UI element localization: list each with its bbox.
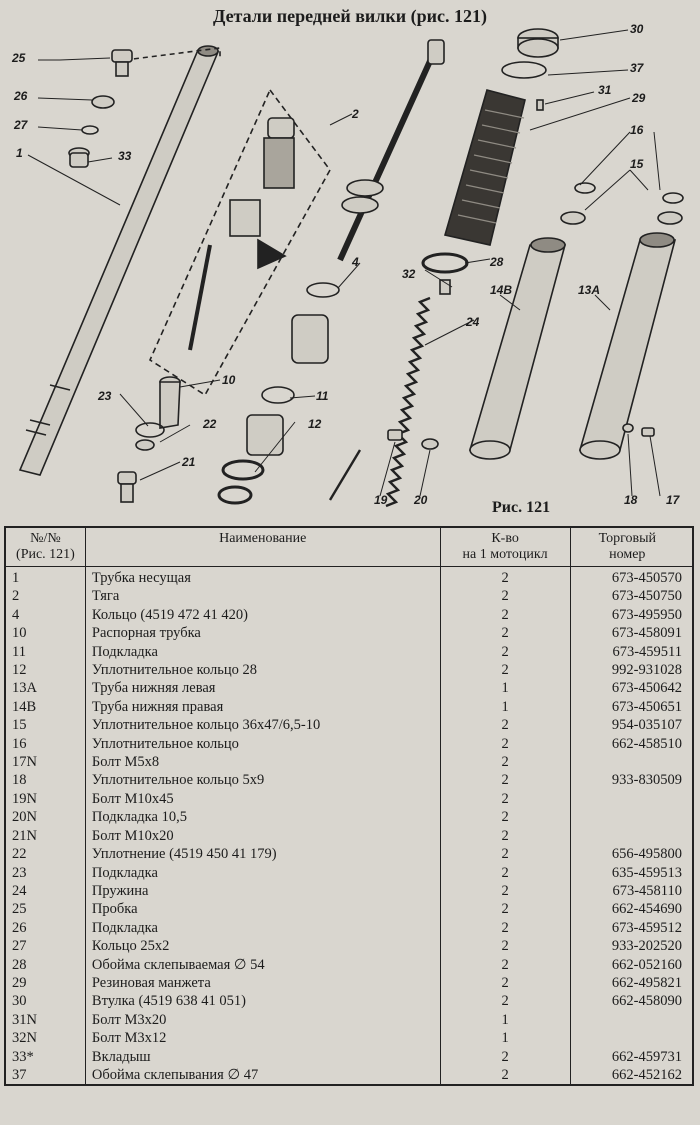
table-row bbox=[5, 624, 693, 642]
cell-name: Вкладыш bbox=[85, 1048, 440, 1066]
cell-trade-number bbox=[570, 790, 693, 808]
cell-name: Резиновая манжета bbox=[85, 974, 440, 992]
cell-name: Кольцо 25x2 bbox=[85, 937, 440, 955]
table-row bbox=[5, 1048, 693, 1066]
cell-quantity: 2 bbox=[440, 771, 570, 789]
cell-trade-number bbox=[570, 1011, 693, 1029]
part-27-ring bbox=[82, 126, 98, 134]
cell-number: 4 bbox=[5, 606, 85, 624]
table-row bbox=[5, 1011, 693, 1029]
cell-name: Уплотнение (4519 450 41 179) bbox=[85, 845, 440, 863]
part-37-clamp bbox=[502, 62, 546, 78]
cell-number: 37 bbox=[5, 1066, 85, 1085]
cell-quantity: 2 bbox=[440, 1048, 570, 1066]
cell-number: 26 bbox=[5, 919, 85, 937]
table-row bbox=[5, 587, 693, 605]
cell-number: 23 bbox=[5, 864, 85, 882]
callout-15: 15 bbox=[630, 157, 644, 171]
cell-number: 22 bbox=[5, 845, 85, 863]
cell-trade-number: 933-202520 bbox=[570, 937, 693, 955]
part-1-carrier-tube bbox=[20, 46, 218, 475]
part-31-bolt bbox=[537, 100, 543, 110]
table-row bbox=[5, 845, 693, 863]
cell-name: Болт M3x20 bbox=[85, 1011, 440, 1029]
table-row bbox=[5, 864, 693, 882]
callout-31: 31 bbox=[598, 83, 612, 97]
part-16-ring-right bbox=[663, 193, 683, 203]
cell-number: 28 bbox=[5, 956, 85, 974]
table-header-row bbox=[5, 527, 693, 567]
cell-quantity: 2 bbox=[440, 882, 570, 900]
cell-quantity: 2 bbox=[440, 587, 570, 605]
cell-quantity: 2 bbox=[440, 845, 570, 863]
cell-trade-number: 673-450570 bbox=[570, 567, 693, 588]
cell-name: Подкладка 10,5 bbox=[85, 808, 440, 826]
part-28-clamp bbox=[423, 254, 467, 272]
part-26-washer bbox=[92, 96, 114, 108]
center-rod bbox=[340, 40, 444, 260]
cell-name: Болт M5x8 bbox=[85, 753, 440, 771]
table-row bbox=[5, 679, 693, 697]
cell-quantity: 2 bbox=[440, 864, 570, 882]
cell-number: 13A bbox=[5, 679, 85, 697]
callout-29: 29 bbox=[632, 91, 646, 105]
cell-number: 32N bbox=[5, 1029, 85, 1047]
cell-name: Болт M10x20 bbox=[85, 827, 440, 845]
table-row bbox=[5, 771, 693, 789]
cell-quantity: 2 bbox=[440, 919, 570, 937]
cell-name: Труба нижняя правая bbox=[85, 698, 440, 716]
cell-trade-number: 673-450651 bbox=[570, 698, 693, 716]
cell-name: Уплотнительное кольцо bbox=[85, 735, 440, 753]
cell-trade-number: 933-830509 bbox=[570, 771, 693, 789]
callout-1: 1 bbox=[16, 146, 23, 160]
callout-18: 18 bbox=[624, 493, 638, 507]
cell-number: 31N bbox=[5, 1011, 85, 1029]
cell-number: 15 bbox=[5, 716, 85, 734]
table-row bbox=[5, 808, 693, 826]
cell-number: 2 bbox=[5, 587, 85, 605]
callout-32: 32 bbox=[402, 267, 416, 281]
cell-quantity: 2 bbox=[440, 661, 570, 679]
table-row bbox=[5, 753, 693, 771]
cell-trade-number: 673-458110 bbox=[570, 882, 693, 900]
part-23-washer bbox=[136, 423, 164, 437]
cell-name: Обойма склепывания ∅ 47 bbox=[85, 1066, 440, 1085]
table-row bbox=[5, 790, 693, 808]
callout-2: 2 bbox=[352, 107, 359, 121]
part-10-spacer bbox=[160, 377, 180, 428]
part-30-bushing bbox=[518, 29, 558, 57]
part-20-washer bbox=[422, 439, 438, 449]
cell-quantity: 1 bbox=[440, 698, 570, 716]
callout-30: 30 bbox=[630, 22, 644, 36]
cell-number: 33* bbox=[5, 1048, 85, 1066]
callout-19: 19 bbox=[374, 493, 388, 507]
part-15-seal-left bbox=[561, 212, 585, 224]
figure-caption: Рис. 121 bbox=[492, 499, 551, 516]
callout-33: 33 bbox=[118, 149, 132, 163]
cell-quantity: 2 bbox=[440, 716, 570, 734]
cell-quantity: 2 bbox=[440, 643, 570, 661]
cell-quantity: 2 bbox=[440, 808, 570, 826]
table-row bbox=[5, 661, 693, 679]
part-4-ring bbox=[307, 283, 339, 297]
cell-trade-number: 635-459513 bbox=[570, 864, 693, 882]
part-14b-lower-tube bbox=[470, 238, 565, 459]
table-row bbox=[5, 827, 693, 845]
callout-20: 20 bbox=[414, 493, 428, 507]
cell-number: 30 bbox=[5, 992, 85, 1010]
part-11-washer bbox=[262, 387, 294, 403]
table-row bbox=[5, 716, 693, 734]
cell-number: 19N bbox=[5, 790, 85, 808]
callout-27: 27 bbox=[14, 118, 28, 132]
callout-28: 28 bbox=[490, 255, 504, 269]
cell-quantity: 2 bbox=[440, 1066, 570, 1085]
cell-trade-number: 673-495950 bbox=[570, 606, 693, 624]
cell-name: Пробка bbox=[85, 900, 440, 918]
cell-name: Обойма склепываемая ∅ 54 bbox=[85, 956, 440, 974]
cell-number: 17N bbox=[5, 753, 85, 771]
cell-quantity: 1 bbox=[440, 1029, 570, 1047]
cylinder-part bbox=[247, 415, 283, 455]
cell-quantity: 2 bbox=[440, 735, 570, 753]
cell-name: Уплотнительное кольцо 5x9 bbox=[85, 771, 440, 789]
callout-13a: 13A bbox=[578, 283, 601, 297]
cell-trade-number bbox=[570, 1029, 693, 1047]
callout-16: 16 bbox=[630, 123, 644, 137]
callout-26: 26 bbox=[14, 89, 28, 103]
table-row bbox=[5, 567, 693, 588]
cell-trade-number bbox=[570, 753, 693, 771]
part-15-seal-right bbox=[658, 212, 682, 224]
cell-trade-number: 662-454690 bbox=[570, 900, 693, 918]
cell-name: Трубка несущая bbox=[85, 567, 440, 588]
table-row bbox=[5, 606, 693, 624]
table-row bbox=[5, 882, 693, 900]
cell-quantity: 2 bbox=[440, 606, 570, 624]
table-row bbox=[5, 735, 693, 753]
part-19-bolt bbox=[388, 430, 402, 440]
callout-21: 21 bbox=[182, 455, 196, 469]
header-quantity: К-во на 1 мотоцикл bbox=[440, 527, 570, 567]
part-16-ring-left bbox=[575, 183, 595, 193]
cell-number: 14B bbox=[5, 698, 85, 716]
cell-trade-number: 662-458090 bbox=[570, 992, 693, 1010]
cell-trade-number: 662-452162 bbox=[570, 1066, 693, 1085]
cell-trade-number: 673-450750 bbox=[570, 587, 693, 605]
cell-trade-number: 954-035107 bbox=[570, 716, 693, 734]
cell-quantity: 1 bbox=[440, 1011, 570, 1029]
cell-trade-number bbox=[570, 827, 693, 845]
cell-trade-number: 662-052160 bbox=[570, 956, 693, 974]
part-22-seal bbox=[136, 440, 154, 450]
cell-name: Уплотнительное кольцо 28 bbox=[85, 661, 440, 679]
cell-name: Втулка (4519 638 41 051) bbox=[85, 992, 440, 1010]
cell-trade-number: 673-450642 bbox=[570, 679, 693, 697]
part-21-bolt bbox=[118, 472, 136, 502]
header-name: Наименование bbox=[85, 527, 440, 567]
cell-quantity: 2 bbox=[440, 567, 570, 588]
cell-number: 10 bbox=[5, 624, 85, 642]
table-row bbox=[5, 937, 693, 955]
cell-trade-number: 662-495821 bbox=[570, 974, 693, 992]
table-row bbox=[5, 974, 693, 992]
table-row bbox=[5, 900, 693, 918]
cell-number: 1 bbox=[5, 567, 85, 588]
cell-trade-number: 992-931028 bbox=[570, 661, 693, 679]
table-row bbox=[5, 1066, 693, 1085]
cell-quantity: 2 bbox=[440, 992, 570, 1010]
cell-number: 18 bbox=[5, 771, 85, 789]
table-row bbox=[5, 992, 693, 1010]
cell-quantity: 2 bbox=[440, 753, 570, 771]
cell-name: Подкладка bbox=[85, 643, 440, 661]
cell-name: Болт M3x12 bbox=[85, 1029, 440, 1047]
table-row bbox=[5, 1029, 693, 1047]
cell-name: Уплотнительное кольцо 36x47/6,5-10 bbox=[85, 716, 440, 734]
callout-17: 17 bbox=[666, 493, 680, 507]
cell-trade-number: 662-459731 bbox=[570, 1048, 693, 1066]
cell-quantity: 1 bbox=[440, 679, 570, 697]
cell-trade-number: 673-459511 bbox=[570, 643, 693, 661]
part-25-plug bbox=[112, 50, 132, 76]
cell-number: 25 bbox=[5, 900, 85, 918]
cell-number: 24 bbox=[5, 882, 85, 900]
cell-number: 27 bbox=[5, 937, 85, 955]
part-18-seal bbox=[623, 424, 633, 432]
part-17-bolt bbox=[642, 428, 654, 436]
fork-parts-drawing bbox=[0, 22, 700, 520]
callout-14b: 14B bbox=[490, 283, 513, 297]
cell-name: Пружина bbox=[85, 882, 440, 900]
cell-name: Болт M10x45 bbox=[85, 790, 440, 808]
cell-number: 20N bbox=[5, 808, 85, 826]
cell-name: Тяга bbox=[85, 587, 440, 605]
cell-number: 12 bbox=[5, 661, 85, 679]
callout-37: 37 bbox=[630, 61, 644, 75]
cell-name: Подкладка bbox=[85, 919, 440, 937]
cell-quantity: 2 bbox=[440, 900, 570, 918]
cell-number: 11 bbox=[5, 643, 85, 661]
cell-trade-number bbox=[570, 808, 693, 826]
cell-name: Труба нижняя левая bbox=[85, 679, 440, 697]
callout-25: 25 bbox=[12, 51, 26, 65]
table-row bbox=[5, 643, 693, 661]
callout-10: 10 bbox=[222, 373, 236, 387]
page-title: Детали передней вилки (рис. 121) bbox=[212, 6, 488, 26]
cell-quantity: 2 bbox=[440, 956, 570, 974]
callout-22: 22 bbox=[203, 417, 217, 431]
table-row bbox=[5, 956, 693, 974]
header-trade-number: Торговый номер bbox=[570, 527, 693, 567]
exploded-diagram bbox=[0, 22, 700, 520]
cell-quantity: 2 bbox=[440, 624, 570, 642]
callout-11: 11 bbox=[316, 389, 329, 403]
cell-trade-number: 673-459512 bbox=[570, 919, 693, 937]
part-33-insert bbox=[69, 148, 89, 167]
cell-quantity: 2 bbox=[440, 790, 570, 808]
cell-trade-number: 656-495800 bbox=[570, 845, 693, 863]
callout-4: 4 bbox=[352, 255, 359, 269]
cell-name: Подкладка bbox=[85, 864, 440, 882]
cell-quantity: 2 bbox=[440, 937, 570, 955]
part-24-spring bbox=[330, 298, 430, 506]
cell-name: Распорная трубка bbox=[85, 624, 440, 642]
cell-trade-number: 673-458091 bbox=[570, 624, 693, 642]
cell-number: 21N bbox=[5, 827, 85, 845]
cell-name: Кольцо (4519 472 41 420) bbox=[85, 606, 440, 624]
callout-23: 23 bbox=[98, 389, 112, 403]
part-29-boot bbox=[445, 90, 525, 245]
cell-trade-number: 662-458510 bbox=[570, 735, 693, 753]
sleeve bbox=[292, 315, 328, 363]
cell-number: 29 bbox=[5, 974, 85, 992]
parts-table bbox=[4, 526, 694, 1086]
table-row bbox=[5, 919, 693, 937]
cell-number: 16 bbox=[5, 735, 85, 753]
cell-quantity: 2 bbox=[440, 974, 570, 992]
callout-24: 24 bbox=[466, 315, 480, 329]
cell-quantity: 2 bbox=[440, 827, 570, 845]
callout-12: 12 bbox=[308, 417, 322, 431]
header-number: №/№ (Рис. 121) bbox=[5, 527, 85, 567]
table-row bbox=[5, 698, 693, 716]
